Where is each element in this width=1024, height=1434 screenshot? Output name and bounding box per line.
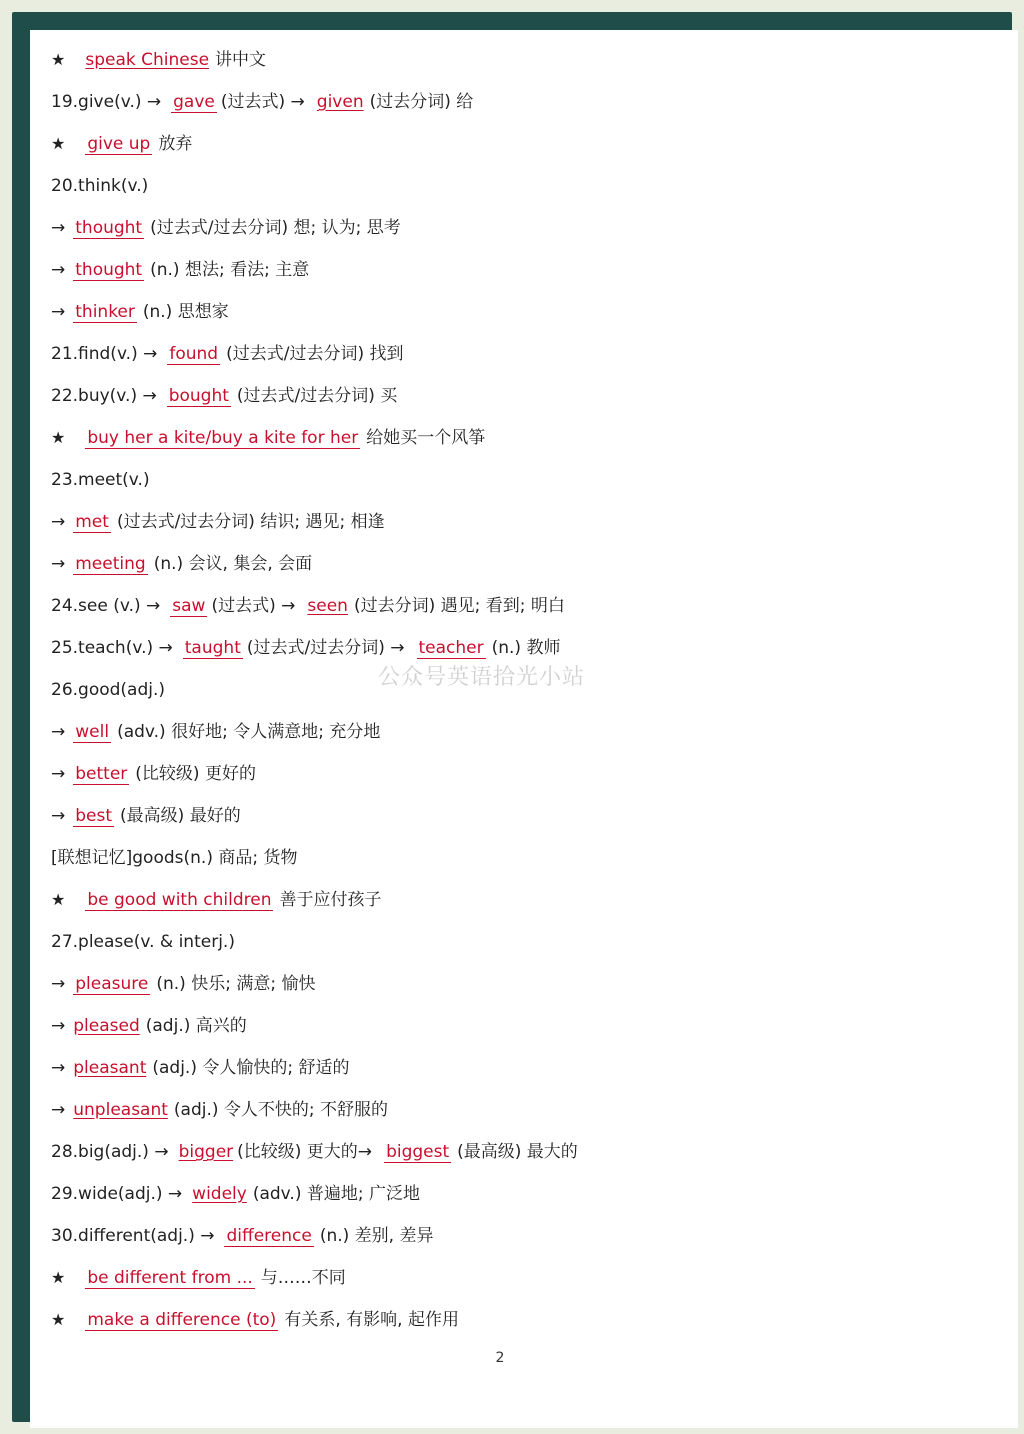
vocab-line <box>51 1179 420 1209</box>
vocab-line <box>51 759 256 789</box>
answer-word: buy her a kite/buy a kite for her <box>87 428 359 448</box>
vocab-line <box>51 171 148 201</box>
line-prefix: → <box>51 806 66 826</box>
answer-word: speak Chinese <box>85 50 210 70</box>
vocab-line <box>51 591 565 621</box>
line-prefix: 26.good(adj.) <box>51 680 166 700</box>
answer-word: be good with children <box>87 890 272 910</box>
star-bullet: ★ <box>51 1310 66 1329</box>
line-meaning: (比较级) 更好的 <box>135 764 256 784</box>
line-meaning: 给她买一个风筝 <box>366 428 486 448</box>
answer-word: give up <box>87 134 151 154</box>
line-prefix: → <box>51 722 66 742</box>
line-prefix: 23.meet(v.) <box>51 470 150 490</box>
line-meaning: (n.) 快乐; 满意; 愉快 <box>156 974 316 994</box>
answer-word: make a difference (to) <box>87 1310 277 1330</box>
line-prefix: → <box>51 974 66 994</box>
answer-word: bought <box>168 386 229 406</box>
watermark: 公众号英语拾光小站 <box>378 665 586 690</box>
line-prefix: 22.buy(v.) → <box>51 386 157 406</box>
line-meaning: (过去式/过去分词) 结识; 遇见; 相逢 <box>116 512 385 532</box>
line-prefix: → <box>51 554 66 574</box>
vocab-line <box>51 255 309 285</box>
line-meaning: (过去式/过去分词) 找到 <box>226 344 404 364</box>
line-prefix: → <box>51 1100 66 1120</box>
star-bullet: ★ <box>51 50 66 69</box>
vocab-line <box>51 801 241 831</box>
vocab-line <box>51 927 235 957</box>
vocab-line <box>51 507 385 537</box>
vocab-line <box>51 885 381 915</box>
vocab-line <box>51 381 397 411</box>
page-number: 2 <box>495 1350 505 1366</box>
answer-word: found <box>169 344 219 364</box>
answer-word: taught <box>184 638 241 658</box>
answer-word: best <box>75 806 113 826</box>
vocab-line <box>51 1011 247 1041</box>
line-prefix: 30.different(adj.) → <box>51 1226 215 1246</box>
star-bullet: ★ <box>51 428 66 447</box>
line-prefix: 24.see (v.) → <box>51 596 161 616</box>
answer-word: well <box>75 722 110 742</box>
star-bullet: ★ <box>51 1268 66 1287</box>
answer-word: met <box>75 512 109 532</box>
answer-word-2: given <box>316 92 364 112</box>
line-prefix: → <box>51 260 66 280</box>
line-meaning: 放弃 <box>158 134 193 154</box>
line-meaning: (过去式/过去分词) 买 <box>236 386 398 406</box>
line-prefix: 28.big(adj.) → <box>51 1142 169 1162</box>
line-meaning: (过去式/过去分词) 想; 认为; 思考 <box>150 218 401 238</box>
line-middle: (过去式/过去分词) → <box>246 638 405 658</box>
line-meaning: 与……不同 <box>260 1268 346 1288</box>
line-meaning: 善于应付孩子 <box>279 890 382 910</box>
line-prefix: → <box>51 512 66 532</box>
line-meaning: (n.) 教师 <box>491 638 561 658</box>
line-meaning: (过去分词) 遇见; 看到; 明白 <box>353 596 565 616</box>
line-prefix: 29.wide(adj.) → <box>51 1184 183 1204</box>
answer-word: pleasant <box>73 1058 147 1078</box>
vocab-line <box>51 213 401 243</box>
vocab-line <box>51 969 315 999</box>
line-meaning: (n.) 差别, 差异 <box>319 1226 434 1246</box>
line-prefix: → <box>51 764 66 784</box>
vocab-line <box>51 1137 578 1167</box>
vocab-line <box>51 717 380 747</box>
answer-word-2: teacher <box>418 638 484 658</box>
star-bullet: ★ <box>51 890 66 909</box>
line-prefix: → <box>51 218 66 238</box>
line-prefix: 27.please(v. & interj.) <box>51 932 235 952</box>
vocab-line <box>51 1095 388 1125</box>
vocab-line <box>51 129 192 159</box>
line-meaning: (adj.) 高兴的 <box>145 1016 247 1036</box>
vocab-line <box>51 633 560 663</box>
vocab-line <box>51 465 150 495</box>
answer-word: meeting <box>75 554 146 574</box>
line-prefix: → <box>51 302 66 322</box>
answer-word: widely <box>192 1184 247 1204</box>
line-prefix: → <box>51 1058 66 1078</box>
answer-word: pleasure <box>75 974 149 994</box>
answer-word-2: seen <box>307 596 348 616</box>
answer-word: be different from ... <box>87 1268 253 1288</box>
answer-word: bigger <box>178 1142 234 1162</box>
vocab-line <box>51 1305 459 1335</box>
vocab-line <box>51 297 229 327</box>
answer-word: better <box>75 764 128 784</box>
line-meaning: (n.) 会议, 集会, 会面 <box>153 554 313 574</box>
line-prefix: [联想记忆]goods(n.) 商品; 货物 <box>51 848 298 868</box>
line-prefix: 20.think(v.) <box>51 176 149 196</box>
answer-word: thought <box>75 260 143 280</box>
line-meaning: (adv.) 很好地; 令人满意地; 充分地 <box>117 722 381 742</box>
answer-word: pleased <box>73 1016 140 1036</box>
answer-word: gave <box>173 92 215 112</box>
vocab-line <box>51 675 165 705</box>
answer-word: saw <box>172 596 206 616</box>
answer-word: thinker <box>75 302 135 322</box>
line-meaning: 有关系, 有影响, 起作用 <box>284 1310 459 1330</box>
answer-word: thought <box>75 218 143 238</box>
line-prefix: 21.find(v.) → <box>51 344 158 364</box>
answer-word: difference <box>226 1226 312 1246</box>
vocab-line <box>51 423 485 453</box>
vocab-line <box>51 843 297 873</box>
vocab-line <box>51 45 266 75</box>
star-bullet: ★ <box>51 134 66 153</box>
line-middle: (过去式) → <box>220 92 305 112</box>
vocab-line <box>51 1053 350 1083</box>
vocab-line <box>51 339 404 369</box>
answer-word: unpleasant <box>73 1100 168 1120</box>
line-meaning: (n.) 想法; 看法; 主意 <box>150 260 310 280</box>
vocab-line <box>51 1221 433 1251</box>
line-meaning: (过去分词) 给 <box>369 92 474 112</box>
line-meaning: (最高级) 最好的 <box>120 806 241 826</box>
line-meaning: (adv.) 普遍地; 广泛地 <box>252 1184 420 1204</box>
line-meaning: (n.) 思想家 <box>142 302 229 322</box>
line-middle: (过去式) → <box>211 596 296 616</box>
line-meaning: (adj.) 令人不快的; 不舒服的 <box>173 1100 389 1120</box>
line-prefix: 25.teach(v.) → <box>51 638 173 658</box>
answer-word-2: biggest <box>386 1142 450 1162</box>
line-meaning: (adj.) 令人愉快的; 舒适的 <box>152 1058 350 1078</box>
vocab-line <box>51 1263 346 1293</box>
vocab-line <box>51 549 312 579</box>
line-middle: (比较级) 更大的→ <box>237 1142 373 1162</box>
line-meaning: 讲中文 <box>215 50 267 70</box>
vocab-line <box>51 87 473 117</box>
line-meaning: (最高级) 最大的 <box>457 1142 578 1162</box>
line-prefix: → <box>51 1016 66 1036</box>
line-prefix: 19.give(v.) → <box>51 92 162 112</box>
